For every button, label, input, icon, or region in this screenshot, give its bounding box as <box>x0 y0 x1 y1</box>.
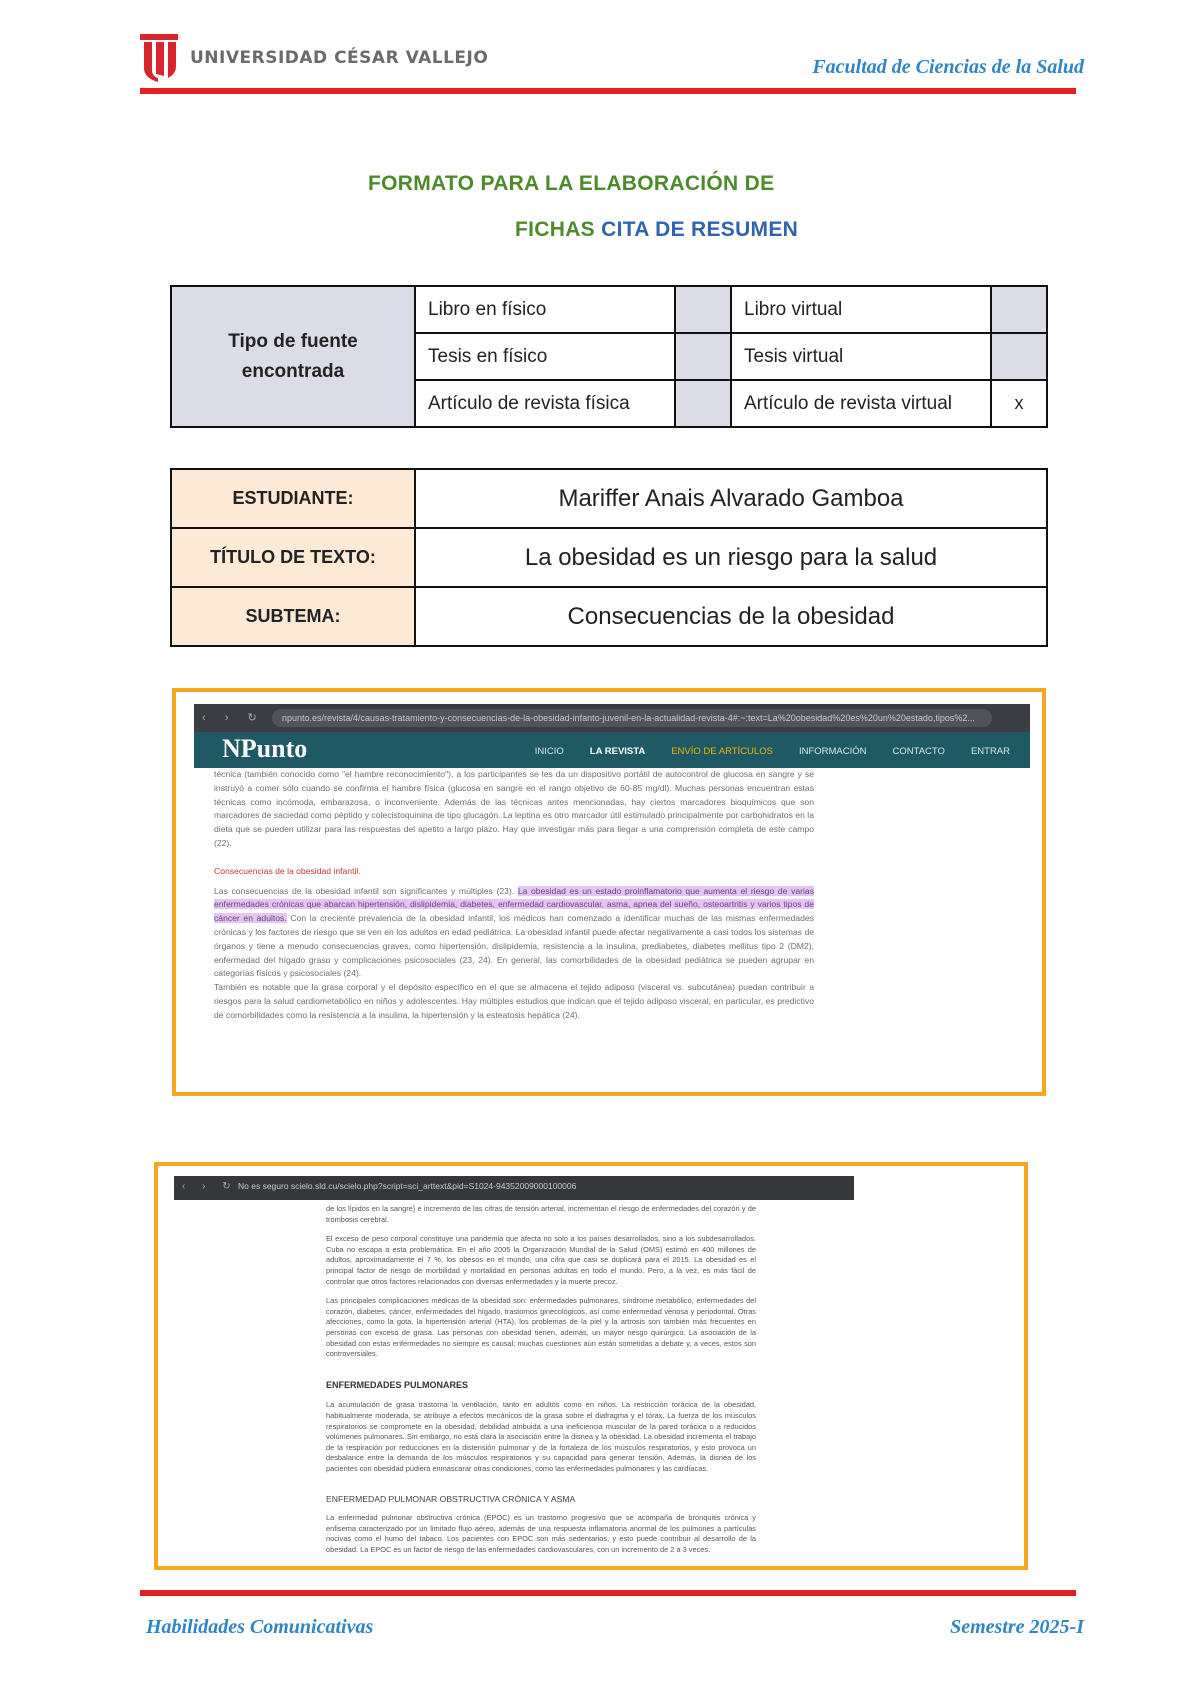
section-heading: ENFERMEDAD PULMONAR OBSTRUCTIVA CRÓNICA Y ASMA <box>326 1494 576 1505</box>
info-row <box>171 587 1047 646</box>
nav-item[interactable]: CONTACTO <box>892 746 945 757</box>
title-word-fichas: FICHAS <box>515 218 595 241</box>
site-nav <box>535 746 1010 757</box>
browser-toolbar <box>194 704 1030 732</box>
source-option: Tesis en físico <box>415 333 675 380</box>
address-bar[interactable]: No es seguro scielo.sld.cu/scielo.php?script=sci_arttext&pid=S1024-94352009000100006 <box>238 1181 577 1191</box>
faculty-name: Facultad de Ciencias de la Salud <box>812 56 1084 78</box>
footer-divider <box>140 1590 1076 1596</box>
nav-item[interactable]: INICIO <box>534 746 564 757</box>
nav-item[interactable]: ENVÍO DE ARTÍCULOS <box>671 746 773 757</box>
source-checkbox[interactable] <box>991 333 1047 380</box>
university-name: UNIVERSIDAD CÉSAR VALLEJO <box>190 48 489 68</box>
source-screenshot-1 <box>172 688 1046 1096</box>
browser-nav-icons: ‹ › ↻ <box>202 712 265 724</box>
source-checkbox[interactable] <box>991 286 1047 333</box>
site-navbar <box>194 732 1030 768</box>
header-divider <box>140 88 1076 94</box>
source-option: Tesis virtual <box>731 333 991 380</box>
source-row <box>171 286 1047 333</box>
browser-nav-icons: ‹ › ↻ <box>182 1181 238 1192</box>
semester: Semestre 2025-I <box>950 1616 1084 1638</box>
document-title-line2 <box>515 218 798 242</box>
article-paragraph: Las consecuencias de la obesidad infantil son significantes y múltiples (23). La obesidad es un estado proinflamatorio que aumenta el riesgo de varias enfermedades crónicas que abarcan hipertensión, dislipidemia, diabetes, enfermedad cardiovascular, asma, apnea del sueño, osteoartritis y varios tipos de cáncer en adultos. Con la creciente prevalencia de la obesidad infantil, los médicos han comenzado a identificar muchas de las mismas enfermedades crónicas y los factores de riesgo que se ven en los adultos en edad pediátrica. La obesidad infantil puede afectar negativamente a casi todos los sistemas de órganos y tiene a menudo consecuencias graves, como hipertensión, dislipidemia, resistencia a la insulina, prediabetes, diabetes mellitus tipo 2 (DM2), enfermedad del hígado graso y complicaciones psicosociales (23, 24). En general, las comorbilidades de la obesidad pediátrica se pueden agrupar en categorías físicos y psicosociales (24). <box>214 885 814 979</box>
text-title-value: La obesidad es un riesgo para la salud <box>415 528 1047 587</box>
source-option: Libro en físico <box>415 286 675 333</box>
student-info-table <box>170 468 1048 647</box>
article-paragraph: El exceso de peso corporal constituye una pandemia que afecta no solo a los países desarrollados, sino a los subdesarrollados. Cuba no escapa a esta problemática. En el año 2005 la Organización Mundial de la Salud (OMS) estimó en 400 millones de adultos, aproximadamente el 7 %, los obesos en el mundo, una cifra que casi se duplicará para el 2015. La obesidad es el principal factor de riesgo de morbilidad y mortalidad en personas adultas en todo el mundo. Pero, a la vez, es más fácil de controlar que otros factores relacionados con diversas enfermedades y la muerte precoz. <box>326 1234 756 1286</box>
title-cita-resumen: CITA DE RESUMEN <box>601 218 799 241</box>
student-label: ESTUDIANTE: <box>171 469 415 528</box>
source-checkbox[interactable] <box>675 380 731 427</box>
source-screenshot-2 <box>154 1162 1028 1570</box>
article-paragraph: También es notable que la grasa corporal y el depósito específico en el que se almacena el tejido adiposo (visceral vs. subcutánea) puedan contribuir a riesgos para la salud cardiometabólico en niños y adolescentes. Hay múltiples estudios que indican que el tejido adiposo visceral, en particular, es predictivo de comorbilidades como la resistencia a la insulina, la hipertensión y la esteatosis hepática (24). <box>214 982 814 1020</box>
section-heading: ENFERMEDADES PULMONARES <box>326 1379 469 1390</box>
article-paragraph: La acumulación de grasa trastorna la ventilación, tanto en adultos como en niños. La restricción torácica de la obesidad, habitualmente moderada, se atribuye a efectos mecánicos de la grasa sobre el diafragma y el tórax. La fuerza de los músculos respiratorios se compromete en la obesidad, debilidad atribuida a una ineficiencia muscular de la pared torácica o a reducidos volúmenes pulmonares. Sin embargo, no está clara la asociación entre la disnea y la obesidad. La obesidad incrementa el trabajo de la respiración por reducciones en la distensión pulmonar y de la fortaleza de los músculos respiratorios, y esto provoca un desbalance entre la demanda de los músculos respiratorios y su capacidad para generar tensión. Además, la disnea de los pacientes con obesidad pudiera enmascarar otras condiciones, como las enfermedades pulmonares y las cardíacas. <box>326 1400 756 1473</box>
article-paragraph: técnica (también conocido como "el hambre reconocimiento"), a los participantes se les da un dispositivo portátil de autocontrol de glucosa en sangre y se instruyó a comer sólo cuando se confirma el hambre física (glucosa en sangre en el rango objetivo de 60-85 mg/dl). Muchas personas encuentran estas técnicas como incómoda, embarazosa, o inconveniente. Además de las técnicas antes mencionadas, hay ciertos marcadores bioquímicos que son marcadores de saciedad como péptido y colecistoquinina de tipo glucagón. La leptina es otro marcador útil estimulado principalmente por carbohidratos en la dieta que se pueden utilizar para las respuestas del apetito a largo plazo. Hay que investigar más para llegar a una comprensión completa de este campo (22). <box>214 769 814 848</box>
article-paragraph: La enfermedad pulmonar obstructiva crónica (EPOC) es un trastorno progresivo que se acompaña de bronquitis crónica y enfisema caracterizado por un limitado flujo aéreo, además de una respuesta inflamatoria anormal de los pulmones a partículas nocivas como el humo del tabaco. Los pacientes con EPOC son más sedentarios, y esto puede contribuir al desarrollo de la obesidad. La EPOC es un factor de riesgo de las enfermedades cardiovasculares, con un incremento de 2 a 3 veces. <box>326 1513 756 1554</box>
site-logo[interactable]: NPunto <box>222 734 308 763</box>
student-name: Mariffer Anais Alvarado Gamboa <box>415 469 1047 528</box>
address-bar[interactable]: npunto.es/revista/4/causas-tratamiento-y-consecuencias-de-la-obesidad-infanto-juvenil-en-la-actualidad-revista-4#:~:text=La%20obesidad%20es%20un%20estado,tipos%2... <box>272 709 992 727</box>
university-logo-icon <box>138 30 180 82</box>
course-name: Habilidades Comunicativas <box>146 1616 374 1638</box>
subtopic-value: Consecuencias de la obesidad <box>415 587 1047 646</box>
browser-toolbar <box>174 1176 854 1200</box>
subtopic-label: SUBTEMA: <box>171 587 415 646</box>
source-type-label: Tipo de fuente encontrada <box>171 286 415 427</box>
article-paragraph: Las principales complicaciones médicas de la obesidad son: enfermedades pulmonares, síndrome metabólico, enfermedades del corazón, diabetes, cáncer, enfermedades del hígado, trastornos ginecológicos, así como enfermedad venosa y periodontal. Otras afecciones, como la gota, la hipertensión arterial (HTA), los problemas de la piel y la artrosis son también más frecuentes en personas con exceso de grasa. Las personas con obesidad tienen, además, un mayor riesgo quirúrgico. La asociación de la obesidad con estas enfermedades no siempre es causal; muchas cuestiones aún están sometidas a debate y, a veces, estos son controversiales. <box>326 1296 756 1359</box>
source-option: Artículo de revista física <box>415 380 675 427</box>
source-option: Artículo de revista virtual <box>731 380 991 427</box>
info-row <box>171 528 1047 587</box>
article-paragraph: de los lípidos en la sangre) e incremento de las cifras de tensión arterial, incrementan el riesgo de enfermedades del corazón y de trombosis cerebral. <box>326 1204 756 1224</box>
article-body <box>326 1204 756 1564</box>
source-option: Libro virtual <box>731 286 991 333</box>
article-body <box>214 768 814 1023</box>
text-title-label: TÍTULO DE TEXTO: <box>171 528 415 587</box>
source-checkbox[interactable] <box>675 286 731 333</box>
nav-item[interactable]: INFORMACIÓN <box>798 746 867 757</box>
nav-item[interactable]: LA REVISTA <box>589 746 646 757</box>
source-checkbox-checked[interactable]: x <box>991 380 1047 427</box>
info-row <box>171 469 1047 528</box>
source-type-table <box>170 285 1048 428</box>
section-heading: Consecuencias de la obesidad infantil. <box>214 865 361 876</box>
document-title-line1: FORMATO PARA LA ELABORACIÓN DE <box>368 172 775 195</box>
nav-item[interactable]: ENTRAR <box>970 746 1010 757</box>
source-checkbox[interactable] <box>675 333 731 380</box>
highlighted-quote: La obesidad es un estado proinflamatorio que aumenta el riesgo de varias enfermedades crónicas que abarcan hipertensión, dislipidemia, diabetes, enfermedad cardiovascular, asma, apnea del sueño, osteoartritis y varios tipos de cáncer en adultos. <box>214 885 814 924</box>
